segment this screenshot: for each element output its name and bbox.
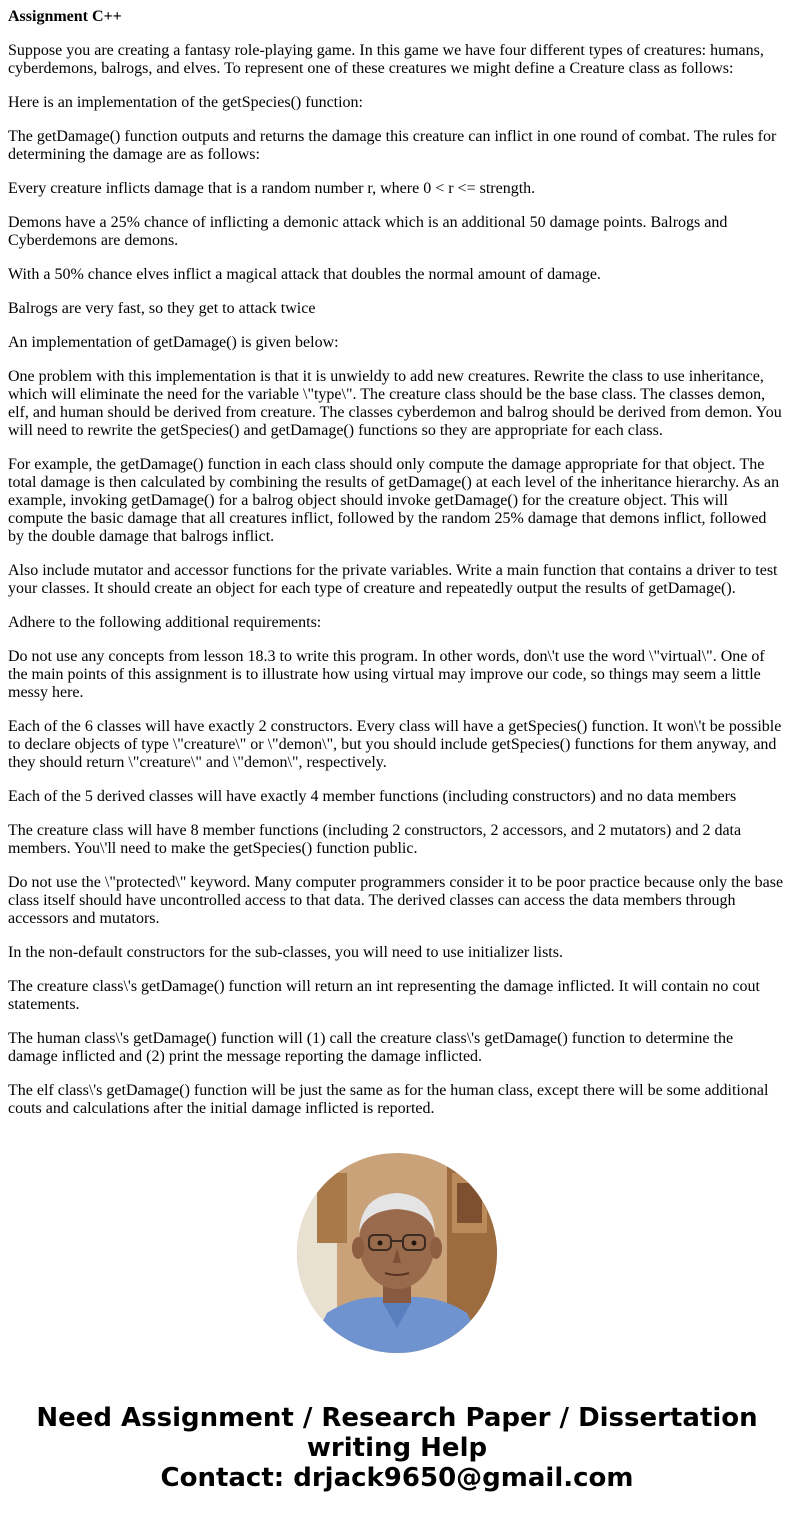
paragraph-18: In the non-default constructors for the sub-classes, you will need to use initializer lists. [8, 944, 563, 961]
contact-banner [0, 1403, 794, 1493]
paragraph-2: Here is an implementation of the getSpecies() function: [8, 94, 363, 111]
document-title: Assignment C++ [8, 8, 122, 25]
paragraph-1: Suppose you are creating a fantasy role-playing game. In this game we have four different types of creatures: humans, cyberdemons, balrogs, and elves. To represent one of these creatures we might define a Creature class as follows: [8, 42, 764, 77]
banner-line-2: writing Help [306, 1433, 488, 1463]
paragraph-8: An implementation of getDamage() is given below: [8, 334, 339, 351]
paragraph-13: Do not use any concepts from lesson 18.3 to write this program. In other words, don\'t use the word \"virtual\". One of the main points of this assignment is to illustrate how using virtual may improve our code, so things may seem a little messy here. [8, 648, 765, 701]
portrait-illustration [297, 1153, 497, 1353]
paragraph-17: Do not use the \"protected\" keyword. Many computer programmers consider it to be poor practice because only the base class itself should have uncontrolled access to that data. The derived classes can access the data members through accessors and mutators. [8, 874, 784, 927]
paragraph-4: Every creature inflicts damage that is a random number r, where 0 < r <= strength. [8, 180, 536, 197]
paragraph-10: For example, the getDamage() function in each class should only compute the damage appropriate for that object. The total damage is then calculated by combining the results of getDamage() at each level of the inheritance hierarchy. As an example, invoking getDamage() for a balrog object should invoke getDamage() for the creature object. This will compute the basic damage that all creatures inflict, followed by the random 25% damage that demons inflict, followed by the double damage that balrogs inflict. [8, 456, 780, 545]
paragraph-14: Each of the 6 classes will have exactly 2 constructors. Every class will have a getSpecies() function. It won\'t be possible to declare objects of type \"creature\" or \"demon\", but you should include getSpecies() functions for them anyway, and they should return \"creature\" and \"demon\", respectively. [8, 718, 782, 771]
paragraph-21: The elf class\'s getDamage() function will be just the same as for the human class, except there will be some additional couts and calculations after the initial damage inflicted is reported. [8, 1082, 769, 1117]
paragraph-12: Adhere to the following additional requirements: [8, 614, 322, 631]
paragraph-9: One problem with this implementation is that it is unwieldy to add new creatures. Rewrite the class to use inheritance, which will eliminate the need for the variable \"type\". The creature class should be the base class. The classes demon, elf, and human should be derived from creature. The classes cyberdemon and balrog should be derived from demon. You will need to rewrite the getSpecies() and getDamage() functions so they are appropriate for each class. [8, 368, 782, 439]
paragraph-16: The creature class will have 8 member functions (including 2 constructors, 2 accessors, and 2 mutators) and 2 data members. You\'ll need to make the getSpecies() function public. [8, 822, 742, 857]
paragraph-15: Each of the 5 derived classes will have exactly 4 member functions (including constructors) and no data members [8, 788, 737, 805]
paragraph-20: The human class\'s getDamage() function will (1) call the creature class\'s getDamage() function to determine the damage inflicted and (2) print the message reporting the damage inflicted. [8, 1030, 734, 1065]
paragraph-6: With a 50% chance elves inflict a magical attack that doubles the normal amount of damage. [8, 266, 601, 283]
paragraph-11: Also include mutator and accessor functions for the private variables. Write a main function that contains a driver to test your classes. It should create an object for each type of creature and repeatedly output the results of getDamage(). [8, 562, 778, 597]
paragraph-7: Balrogs are very fast, so they get to attack twice [8, 300, 316, 317]
banner-contact-email: Contact: drjack9650@gmail.com [160, 1463, 634, 1493]
banner-line-1: Need Assignment / Research Paper / Dissertation [36, 1403, 758, 1433]
paragraph-19: The creature class\'s getDamage() function will return an int representing the damage inflicted. It will contain no cout statements. [8, 978, 760, 1013]
paragraph-3: The getDamage() function outputs and returns the damage this creature can inflict in one round of combat. The rules for determining the damage are as follows: [8, 128, 777, 163]
author-avatar [297, 1153, 497, 1353]
paragraph-5: Demons have a 25% chance of inflicting a demonic attack which is an additional 50 damage points. Balrogs and Cyberdemons are demons. [8, 214, 728, 249]
document-body [8, 0, 786, 1118]
